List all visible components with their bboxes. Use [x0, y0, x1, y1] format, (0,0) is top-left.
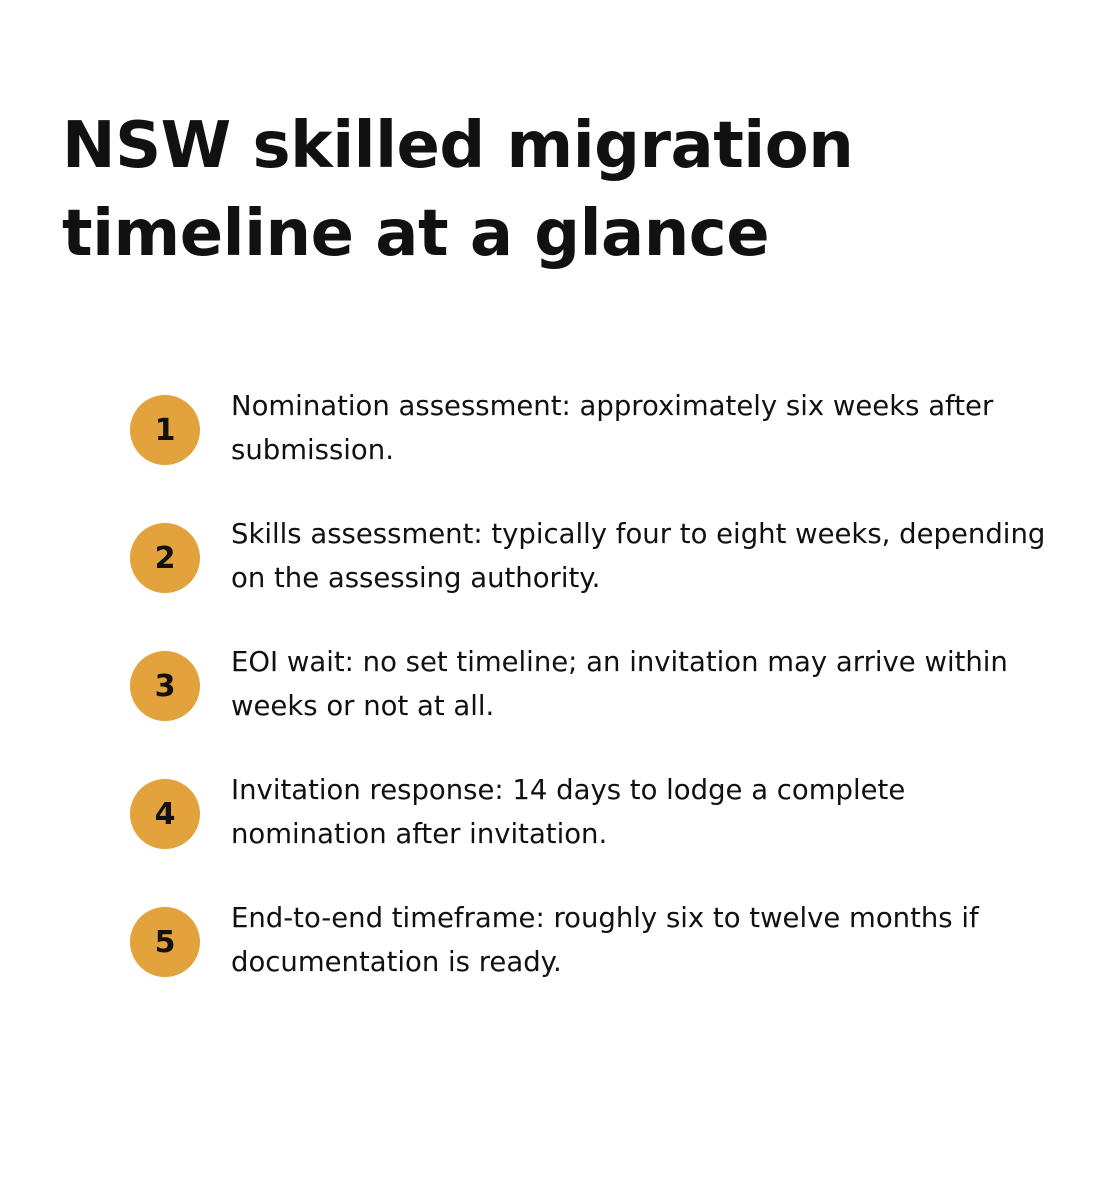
page-title: NSW skilled migration timeline at a glance [62, 109, 854, 271]
timeline-step-4 [130, 750, 1060, 878]
timeline-step-3 [130, 622, 1060, 750]
step-number-badge: 2 [130, 523, 200, 593]
step-description: EOI wait: no set timeline; an invitation may arrive within weeks or not at all. [231, 646, 1008, 722]
step-number-badge: 5 [130, 907, 200, 977]
step-number-badge: 1 [130, 395, 200, 465]
timeline-steps [130, 366, 1060, 1006]
step-description: Invitation response: 14 days to lodge a complete nomination after invitation. [231, 774, 906, 850]
step-description: End-to-end timeframe: roughly six to twelve months if documentation is ready. [231, 902, 979, 978]
timeline-step-2 [130, 494, 1060, 622]
step-number-badge: 3 [130, 651, 200, 721]
timeline-step-1 [130, 366, 1060, 494]
timeline-step-5 [130, 878, 1060, 1006]
step-number-badge: 4 [130, 779, 200, 849]
step-description: Nomination assessment: approximately six weeks after submission. [231, 390, 994, 466]
step-description: Skills assessment: typically four to eight weeks, depending on the assessing authority. [231, 518, 1046, 594]
